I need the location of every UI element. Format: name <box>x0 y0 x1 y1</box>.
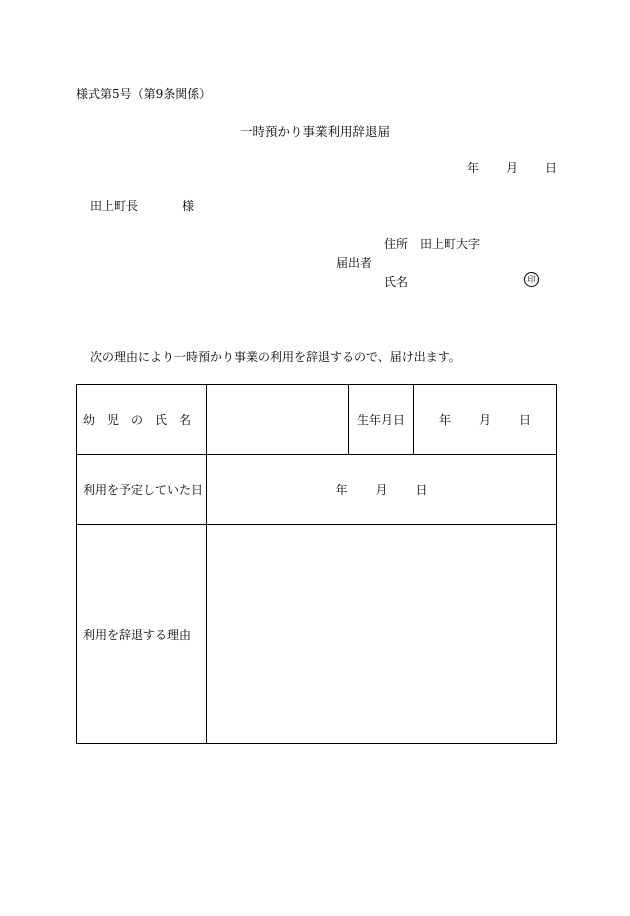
date-year: 年 <box>467 161 480 175</box>
form-number: 様式第5号（第9条関係） <box>76 87 212 101</box>
table-row <box>77 385 557 455</box>
birthdate-month: 月 <box>478 413 491 427</box>
table-row <box>77 455 557 525</box>
planned-month: 月 <box>375 483 388 497</box>
statement-text: 次の理由により一時預かり事業の利用を辞退するので、届け出ます。 <box>90 350 461 364</box>
planned-date-label: 利用を予定していた日 <box>77 455 207 525</box>
reason-field[interactable] <box>207 525 557 744</box>
birthdate-day: 日 <box>519 413 532 427</box>
reason-label: 利用を辞退する理由 <box>77 525 207 744</box>
date-day: 日 <box>545 161 558 175</box>
child-name-field[interactable] <box>207 385 349 455</box>
planned-year: 年 <box>335 483 348 497</box>
form-table <box>76 384 557 744</box>
addressee <box>90 197 194 214</box>
address-label: 住所 <box>384 237 409 251</box>
birthdate-year: 年 <box>438 413 451 427</box>
planned-day: 日 <box>415 483 428 497</box>
birthdate-label: 生年月日 <box>349 385 414 455</box>
seal-mark: 印 <box>524 272 539 287</box>
address-value: 田上町大字 <box>420 237 481 251</box>
addressee-honorific: 様 <box>182 199 195 213</box>
submitter-label: 届出者 <box>336 256 373 270</box>
birthdate-field[interactable] <box>414 385 557 455</box>
date-month: 月 <box>506 161 519 175</box>
submission-date <box>467 159 557 176</box>
document-title: 一時預かり事業利用辞退届 <box>239 124 390 139</box>
child-name-label: 幼 児 の 氏 名 <box>77 385 207 455</box>
table-row <box>77 525 557 744</box>
planned-date-field[interactable] <box>207 455 557 525</box>
addressee-name: 田上町長 <box>90 199 139 213</box>
name-label: 氏名 <box>384 275 409 289</box>
